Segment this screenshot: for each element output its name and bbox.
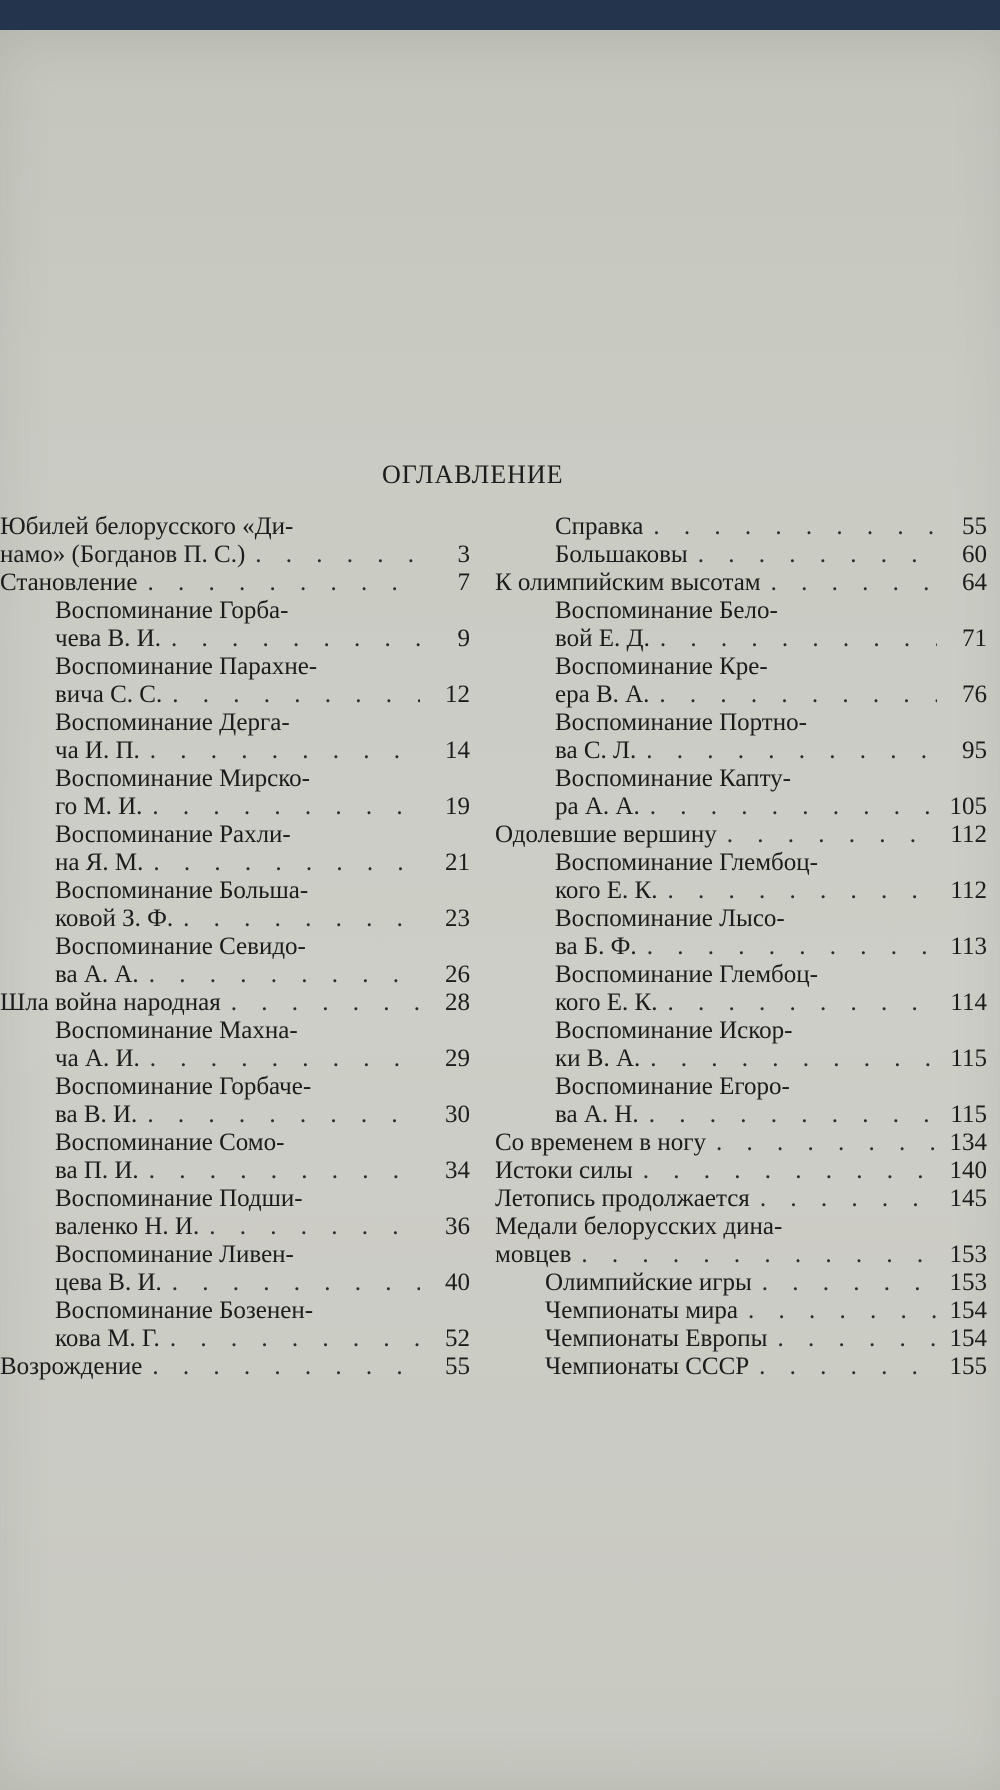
toc-entry-text: Юбилей белорусского «Ди-	[0, 513, 294, 540]
dot-leader	[245, 541, 420, 569]
toc-entry-text: ки В. А.	[555, 1045, 641, 1072]
dot-leader	[717, 821, 937, 849]
toc-entry-text: валенко Н. И.	[55, 1213, 200, 1240]
toc-entry	[0, 877, 470, 933]
toc-page-number: 145	[949, 1185, 987, 1212]
dot-leader	[640, 793, 937, 821]
toc-entry-text: вой Е. Д.	[555, 625, 650, 652]
toc-entry-text: Воспоминание Бозенен-	[55, 1297, 314, 1324]
toc-entry-text: Большаковы	[555, 541, 688, 568]
toc-entry	[495, 1297, 987, 1325]
toc-page-number: 154	[949, 1325, 987, 1352]
toc-page-number: 12	[445, 681, 470, 708]
toc-page-number: 40	[445, 1269, 470, 1296]
dot-leader	[706, 1129, 937, 1157]
toc-page-number: 95	[962, 737, 987, 764]
toc-entry-text: Воспоминание Бело-	[555, 597, 778, 624]
dot-leader	[752, 1269, 937, 1297]
toc-page-number: 153	[949, 1269, 987, 1296]
toc-entry-text: ра А. А.	[555, 793, 640, 820]
dot-leader	[162, 1269, 420, 1297]
toc-entry	[495, 1017, 987, 1073]
dot-leader	[199, 1213, 420, 1241]
toc-entry-text: чева В. И.	[55, 625, 161, 652]
toc-page-number: 55	[445, 1353, 470, 1380]
toc-entry-text: Медали белорусских дина-	[495, 1213, 783, 1240]
dot-leader	[643, 513, 937, 541]
toc-page-number: 52	[445, 1325, 470, 1352]
dot-leader	[221, 989, 420, 1017]
toc-entry	[0, 709, 470, 765]
dot-leader	[649, 681, 937, 709]
toc-entry-text: Воспоминание Подши-	[55, 1185, 303, 1212]
dot-leader	[637, 933, 937, 961]
toc-entry-text: Со временем в ногу	[495, 1129, 706, 1156]
dot-leader	[140, 1045, 420, 1073]
toc-entry	[0, 597, 470, 653]
toc-page-number: 114	[950, 989, 987, 1016]
dot-leader	[767, 1325, 937, 1353]
toc-entry-text: ва П. И.	[55, 1157, 139, 1184]
dot-leader	[160, 1325, 420, 1353]
toc-entry-text: Воспоминание Капту-	[555, 765, 791, 792]
dot-leader	[633, 1157, 937, 1185]
dot-leader	[639, 1101, 937, 1129]
toc-entry	[0, 1017, 470, 1073]
toc-entry	[0, 933, 470, 989]
toc-entry-text: намо» (Богданов П. С.)	[0, 541, 246, 568]
dot-leader	[139, 1157, 420, 1185]
toc-page-number: 14	[445, 737, 470, 764]
toc-entry-text: Шла война народная	[0, 989, 221, 1016]
toc-page-number: 30	[445, 1101, 470, 1128]
dot-leader	[142, 793, 420, 821]
dot-leader	[137, 1101, 420, 1129]
dot-leader	[142, 1353, 420, 1381]
toc-entry-text: кова М. Г.	[55, 1325, 160, 1352]
toc-page-number: 7	[457, 569, 470, 596]
toc-entry	[0, 1185, 470, 1241]
toc-page-number: 112	[950, 877, 987, 904]
toc-entry	[0, 653, 470, 709]
dot-leader	[173, 905, 420, 933]
toc-entry-text: го М. И.	[55, 793, 143, 820]
toc-page-number: 55	[962, 513, 987, 540]
toc-entry-text: Воспоминание Махна-	[55, 1017, 298, 1044]
toc-entry-text: на Я. М.	[55, 849, 144, 876]
toc-entry	[495, 1213, 987, 1269]
toc-page-number: 71	[962, 625, 987, 652]
toc-page-number: 21	[445, 849, 470, 876]
toc-entry-text: Становление	[0, 569, 138, 596]
toc-page-number: 153	[949, 1241, 987, 1268]
toc-page-number: 154	[949, 1297, 987, 1324]
toc-entry-text: Воспоминание Егоро-	[555, 1073, 790, 1100]
dot-leader	[738, 1297, 937, 1325]
toc-entry	[495, 905, 987, 961]
toc-entry-text: ва А. А.	[55, 961, 139, 988]
toc-page-number: 28	[445, 989, 470, 1016]
dot-leader	[640, 1045, 937, 1073]
toc-entry-text: ва Б. Ф.	[555, 933, 637, 960]
toc-entry-text: Одолевшие вершину	[495, 821, 717, 848]
dot-leader	[650, 625, 937, 653]
toc-entry-text: Воспоминание Горба-	[55, 597, 289, 624]
toc-entry	[0, 569, 470, 597]
dot-leader	[657, 989, 937, 1017]
page-title: ОГЛАВЛЕНИЕ	[382, 460, 564, 489]
toc-page-number: 60	[962, 541, 987, 568]
toc-entry	[495, 1325, 987, 1353]
toc-entry-text: цева В. И.	[55, 1269, 162, 1296]
toc-page-number: 115	[950, 1045, 987, 1072]
toc-entry	[495, 569, 987, 597]
toc-entry-text: Возрождение	[0, 1353, 143, 1380]
toc-entry-text: Истоки силы	[495, 1157, 633, 1184]
toc-entry	[0, 1129, 470, 1185]
toc-page-number: 155	[949, 1353, 987, 1380]
toc-page-number: 23	[445, 905, 470, 932]
toc-page-number: 76	[962, 681, 987, 708]
toc-entry	[495, 961, 987, 1017]
toc-page-number: 3	[457, 541, 470, 568]
toc-entry-text: ва В. И.	[55, 1101, 138, 1128]
toc-entry-text: Летопись продолжается	[495, 1185, 750, 1212]
toc-entry	[495, 709, 987, 765]
toc-entry-text: Воспоминание Дерга-	[55, 709, 290, 736]
toc-entry	[495, 597, 987, 653]
toc-entry	[0, 989, 470, 1017]
toc-entry	[495, 1269, 987, 1297]
toc-entry-text: ча И. П.	[55, 737, 140, 764]
toc-page-number: 19	[445, 793, 470, 820]
toc-entry	[495, 513, 987, 541]
toc-entry	[495, 1073, 987, 1129]
toc-entry-text: Воспоминание Ливен-	[55, 1241, 294, 1268]
toc-entry-text: Воспоминание Искор-	[555, 1017, 793, 1044]
toc-entry	[495, 821, 987, 849]
toc-left-column	[0, 513, 470, 1381]
toc-right-column	[495, 513, 987, 1381]
toc-entry-text: мовцев	[495, 1241, 572, 1268]
toc-entry-text: вича С. С.	[55, 681, 163, 708]
toc-page-number: 115	[950, 1101, 987, 1128]
toc-entry-text: ча А. И.	[55, 1045, 140, 1072]
toc-entry	[495, 1185, 987, 1213]
toc-entry	[495, 1129, 987, 1157]
book-page	[0, 30, 1000, 1790]
dot-leader	[761, 569, 937, 597]
toc-entry-text: Воспоминание Севидо-	[55, 933, 306, 960]
dot-leader	[137, 569, 420, 597]
toc-entry	[0, 765, 470, 821]
dot-leader	[688, 541, 937, 569]
toc-entry-text: Воспоминание Мирско-	[55, 765, 310, 792]
toc-entry-text: Справка	[555, 513, 644, 540]
toc-entry-text: Воспоминание Горбаче-	[55, 1073, 312, 1100]
toc-entry	[495, 653, 987, 709]
toc-entry-text: Воспоминание Сомо-	[55, 1129, 285, 1156]
dot-leader	[750, 1185, 937, 1213]
toc-entry-text: ера В. А.	[555, 681, 650, 708]
toc-entry-text: ва С. Л.	[555, 737, 637, 764]
toc-entry-text: К олимпийским высотам	[495, 569, 761, 596]
toc-page-number: 113	[950, 933, 987, 960]
toc-page-number: 112	[950, 821, 987, 848]
toc-entry-text: ковой З. Ф.	[55, 905, 174, 932]
toc-entry-text: Воспоминание Глембоц-	[555, 961, 818, 988]
toc-entry	[0, 1353, 470, 1381]
toc-page-number: 140	[949, 1157, 987, 1184]
toc-page-number: 34	[445, 1157, 470, 1184]
toc-entry	[0, 1073, 470, 1129]
toc-entry-text: Воспоминание Парахне-	[55, 653, 318, 680]
dot-leader	[162, 681, 420, 709]
toc-page-number: 29	[445, 1045, 470, 1072]
toc-entry	[0, 513, 470, 569]
toc-entry-text: Воспоминание Глембоц-	[555, 849, 818, 876]
dot-leader	[161, 625, 420, 653]
dot-leader	[571, 1241, 937, 1269]
toc-entry	[495, 541, 987, 569]
dot-leader	[657, 877, 937, 905]
toc-entry	[495, 765, 987, 821]
toc-page-number: 26	[445, 961, 470, 988]
toc-entry	[0, 821, 470, 877]
toc-entry-text: Воспоминание Лысо-	[555, 905, 785, 932]
dot-leader	[140, 737, 420, 765]
toc-page-number: 9	[457, 625, 470, 652]
toc-entry-text: Чемпионаты мира	[545, 1297, 739, 1324]
dot-leader	[143, 849, 420, 877]
toc-entry-text: Воспоминание Больша-	[55, 877, 309, 904]
toc-entry	[0, 1297, 470, 1353]
toc-entry-text: Чемпионаты СССР	[545, 1353, 750, 1380]
toc-page-number: 134	[949, 1129, 987, 1156]
toc-entry	[495, 1157, 987, 1185]
toc-entry-text: Чемпионаты Европы	[545, 1325, 768, 1352]
toc-entry-text: Воспоминание Кре-	[555, 653, 768, 680]
toc-page-number: 64	[962, 569, 987, 596]
toc-entry	[495, 849, 987, 905]
toc-page-number: 36	[445, 1213, 470, 1240]
dot-leader	[749, 1353, 937, 1381]
toc-entry-text: Воспоминание Рахли-	[55, 821, 291, 848]
dot-leader	[139, 961, 420, 989]
toc-entry-text: ва А. Н.	[555, 1101, 639, 1128]
toc-entry	[495, 1353, 987, 1381]
dot-leader	[636, 737, 937, 765]
toc-entry-text: Воспоминание Портно-	[555, 709, 807, 736]
toc-entry-text: кого Е. К.	[555, 877, 658, 904]
toc-entry-text: Олимпийские игры	[545, 1269, 752, 1296]
toc-entry-text: кого Е. К.	[555, 989, 658, 1016]
toc-page-number: 105	[949, 793, 987, 820]
toc-entry	[0, 1241, 470, 1297]
